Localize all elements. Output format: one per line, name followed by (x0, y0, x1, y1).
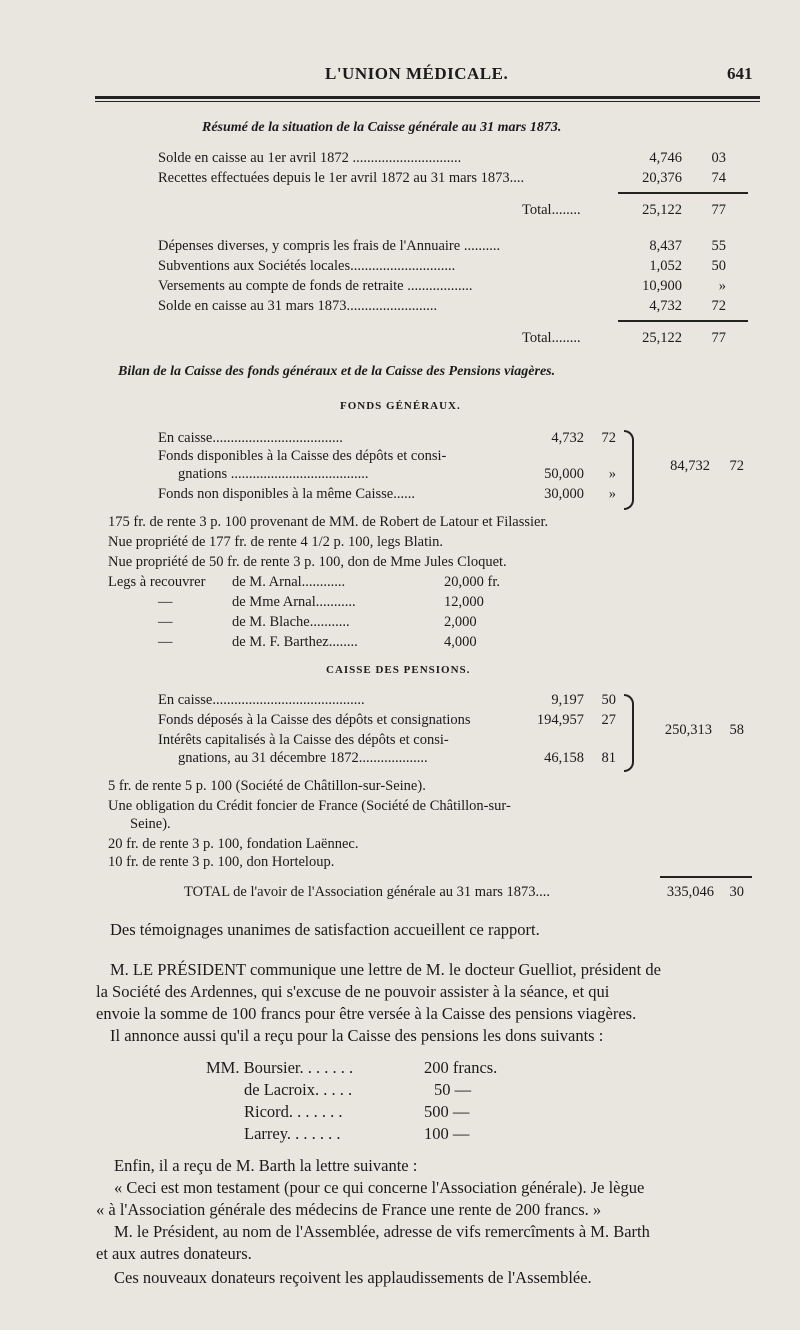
resume-total-cents: 77 (711, 330, 726, 346)
legs-amount: 2,000 (444, 614, 477, 630)
total-avoir-label: TOTAL de l'avoir de l'Association générale au 31 mars 1873.... (184, 884, 551, 900)
pensions-row: gnations, au 31 décembre 1872................... (178, 750, 428, 766)
don-name: Ricord. . . . . . . (244, 1102, 343, 1121)
pensions-row: En caisse.......................................... (158, 692, 365, 708)
pensions-cents: 27 (601, 712, 616, 728)
pensions-row: Fonds déposés à la Caisse des dépôts et consignations (158, 712, 471, 728)
fonds-amount: 50,000 (544, 466, 584, 482)
legs-name: de M. Arnal............ (232, 574, 346, 590)
legs-name: de M. Blache........... (232, 614, 350, 630)
resume-row: Versements au compte de fonds de retraite .................. (158, 278, 473, 294)
fonds-note: 175 fr. de rente 3 p. 100 provenant de MM. de Robert de Latour et Filassier. (108, 514, 549, 530)
don-amount: 200 francs. (424, 1058, 498, 1077)
resume-row: Dépenses diverses, y compris les frais de l'Annuaire .......... (158, 238, 501, 254)
resume-amount: 1,052 (649, 258, 682, 274)
resume-cents: 55 (711, 238, 726, 254)
pensions-row: Intérêts capitalisés à la Caisse des dépôts et consi- (158, 732, 449, 748)
pensions-note: 5 fr. de rente 5 p. 100 (Société de Châtillon-sur-Seine). (108, 778, 426, 794)
pensions-amount: 9,197 (551, 692, 584, 708)
legs-amount: 4,000 (444, 634, 477, 650)
header-rule-thin (95, 101, 760, 102)
closing-line: « Ceci est mon testament (pour ce qui concerne l'Association générale). Je lègue (114, 1178, 645, 1197)
sum-rule (618, 320, 748, 322)
pensions-cents: 81 (601, 750, 616, 766)
legs-name: de M. F. Barthez........ (232, 634, 358, 650)
resume-title: Résumé de la situation de la Caisse générale au 31 mars 1873. (202, 120, 562, 135)
pensions-total-cents: 58 (729, 722, 744, 738)
paragraph-line: M. LE PRÉSIDENT communique une lettre de M. le docteur Guelliot, président de (110, 960, 661, 979)
fonds-note: Nue propriété de 50 fr. de rente 3 p. 100, don de Mme Jules Cloquet. (108, 554, 507, 570)
resume-total-amount: 25,122 (642, 330, 682, 346)
don-amount: 500 — (424, 1102, 470, 1121)
resume-amount: 4,732 (649, 298, 682, 314)
resume-row: Solde en caisse au 1er avril 1872 .............................. (158, 150, 462, 166)
resume-row: Subventions aux Sociétés locales............................. (158, 258, 456, 274)
resume-cents: 72 (711, 298, 726, 314)
fonds-row: En caisse.................................... (158, 430, 343, 446)
resume-amount: 4,746 (649, 150, 682, 166)
resume-row: Solde en caisse au 31 mars 1873......................... (158, 298, 438, 314)
resume-amount: 20,376 (642, 170, 682, 186)
don-name: de Lacroix. . . . . (244, 1080, 353, 1099)
pensions-total-amount: 250,313 (664, 722, 712, 738)
resume-row: Recettes effectuées depuis le 1er avril 1872 au 31 mars 1873.... (158, 170, 525, 186)
don-amount: 100 — (424, 1124, 470, 1143)
total-avoir-cents: 30 (729, 884, 744, 900)
paragraph-line: Des témoignages unanimes de satisfaction accueillent ce rapport. (110, 920, 540, 939)
pensions-note: Une obligation du Crédit foncier de France (Société de Châtillon-sur- (108, 798, 511, 814)
fonds-cents: » (608, 486, 616, 502)
resume-amount: 8,437 (649, 238, 682, 254)
brace (624, 694, 634, 772)
fonds-amount: 30,000 (544, 486, 584, 502)
total-avoir-amount: 335,046 (666, 884, 714, 900)
pensions-cents: 50 (601, 692, 616, 708)
don-name: MM. Boursier. . . . . . . (206, 1058, 354, 1077)
don-name: Larrey. . . . . . . (244, 1124, 341, 1143)
closing-line: Enfin, il a reçu de M. Barth la lettre suivante : (114, 1156, 418, 1175)
pensions-note: 10 fr. de rente 3 p. 100, don Horteloup. (108, 854, 335, 870)
fonds-row: gnations ...................................... (178, 466, 369, 482)
legs-name: de Mme Arnal........... (232, 594, 356, 610)
page-number: 641 (727, 64, 753, 83)
resume-cents: 74 (711, 170, 726, 186)
pensions-amount: 194,957 (536, 712, 584, 728)
resume-total-cents: 77 (711, 202, 726, 218)
fonds-row: Fonds non disponibles à la même Caisse...... (158, 486, 415, 502)
paragraph-line: envoie la somme de 100 francs pour être versée à la Caisse des pensions viagères. (96, 1004, 637, 1023)
closing-line: « à l'Association générale des médecins de France une rente de 200 francs. » (96, 1200, 602, 1219)
sum-rule (618, 192, 748, 194)
paragraph-line: Il annonce aussi qu'il a reçu pour la Caisse des pensions les dons suivants : (110, 1026, 604, 1045)
closing-line: Ces nouveaux donateurs reçoivent les applaudissements de l'Assemblée. (114, 1268, 592, 1287)
resume-total-label: Total........ (522, 330, 581, 346)
pensions-note: Seine). (130, 816, 171, 832)
sum-rule (660, 876, 752, 878)
pensions-title: CAISSE DES PENSIONS. (326, 664, 471, 676)
closing-line: M. le Président, au nom de l'Assemblée, adresse de vifs remercîments à M. Barth (114, 1222, 650, 1241)
resume-cents: 03 (711, 150, 726, 166)
fonds-note: Nue propriété de 177 fr. de rente 4 1/2 p. 100, legs Blatin. (108, 534, 444, 550)
header-rule (95, 96, 760, 99)
fonds-cents: » (608, 466, 616, 482)
running-title: L'UNION MÉDICALE. (325, 64, 509, 83)
fonds-total-amount: 84,732 (670, 458, 710, 474)
legs-prefix: — (158, 634, 173, 650)
fonds-row: Fonds disponibles à la Caisse des dépôts et consi- (158, 448, 447, 464)
fonds-cents: 72 (601, 430, 616, 446)
resume-cents: » (718, 278, 726, 294)
fonds-title: FONDS GÉNÉRAUX. (340, 400, 461, 412)
pensions-amount: 46,158 (544, 750, 584, 766)
don-amount: 50 — (434, 1080, 472, 1099)
paragraph-line: la Société des Ardennes, qui s'excuse de ne pouvoir assister à la séance, et qui (96, 982, 610, 1001)
closing-line: et aux autres donateurs. (96, 1244, 252, 1263)
legs-prefix: — (158, 614, 173, 630)
legs-prefix: — (158, 594, 173, 610)
resume-total-amount: 25,122 (642, 202, 682, 218)
fonds-total-cents: 72 (729, 458, 744, 474)
brace (624, 430, 634, 510)
fonds-amount: 4,732 (551, 430, 584, 446)
resume-total-label: Total........ (522, 202, 581, 218)
legs-amount: 12,000 (444, 594, 484, 610)
resume-amount: 10,900 (642, 278, 682, 294)
bilan-title: Bilan de la Caisse des fonds généraux et de la Caisse des Pensions viagères. (118, 364, 556, 379)
legs-amount: 20,000 fr. (444, 574, 500, 590)
pensions-note: 20 fr. de rente 3 p. 100, fondation Laënnec. (108, 836, 359, 852)
legs-prefix: Legs à recouvrer (108, 574, 206, 590)
resume-cents: 50 (711, 258, 726, 274)
